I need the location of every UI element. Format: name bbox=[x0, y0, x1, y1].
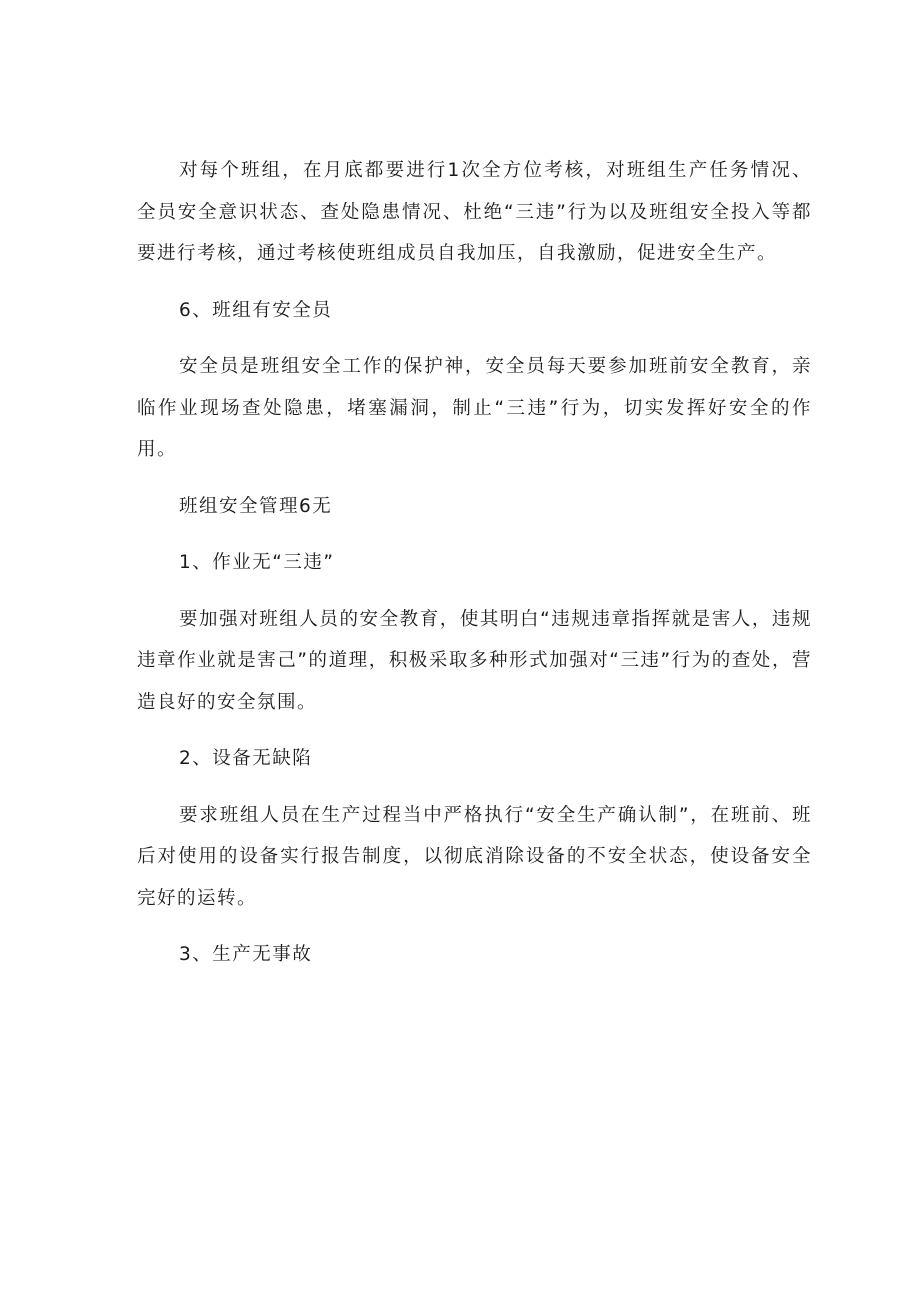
paragraph-spacer bbox=[137, 723, 812, 738]
heading-six-nos: 班组安全管理6无 bbox=[179, 495, 333, 517]
paragraph-spacer bbox=[137, 584, 812, 599]
paragraph-spacer bbox=[137, 275, 812, 290]
heading-no-accidents: 3、生产无事故 bbox=[179, 944, 313, 965]
paragraph-no-equipment-defects: 要求班组人员在生产过程当中严格执行“安全生产确认制”，在班前、班后对使用的设备实行报告制度，以彻底消除设备的不安全状态，使设备安全完好的运转。 bbox=[137, 804, 812, 909]
paragraph-spacer bbox=[137, 527, 812, 542]
paragraph-no-violations: 要加强对班组人员的安全教育，使其明白“违规违章指挥就是害人，违规违章作业就是害己”的道理，积极采取多种形式加强对“三违”行为的查处，营造良好的安全氛围。 bbox=[137, 608, 812, 713]
document-body bbox=[137, 150, 812, 976]
heading-no-equipment-defects: 2、设备无缺陷 bbox=[179, 748, 313, 769]
heading-no-violations: 1、作业无“三违” bbox=[179, 552, 335, 573]
paragraph-spacer bbox=[137, 919, 812, 934]
paragraph-spacer bbox=[137, 471, 812, 486]
paragraph-monthly-assessment: 对每个班组，在月底都要进行1次全方位考核，对班组生产任务情况、全员安全意识状态、查处隐患情况、杜绝“三违”行为以及班组安全投入等都要进行考核，通过考核使班组成员自我加压，自我激励，促进安全生产。 bbox=[137, 160, 812, 264]
paragraph-spacer bbox=[137, 331, 812, 346]
paragraph-spacer bbox=[137, 780, 812, 795]
paragraph-safety-officer: 安全员是班组安全工作的保护神，安全员每天要参加班前安全教育，亲临作业现场查处隐患，堵塞漏洞，制止“三违”行为，切实发挥好安全的作用。 bbox=[137, 356, 812, 460]
heading-safety-officer: 6、班组有安全员 bbox=[179, 299, 333, 321]
